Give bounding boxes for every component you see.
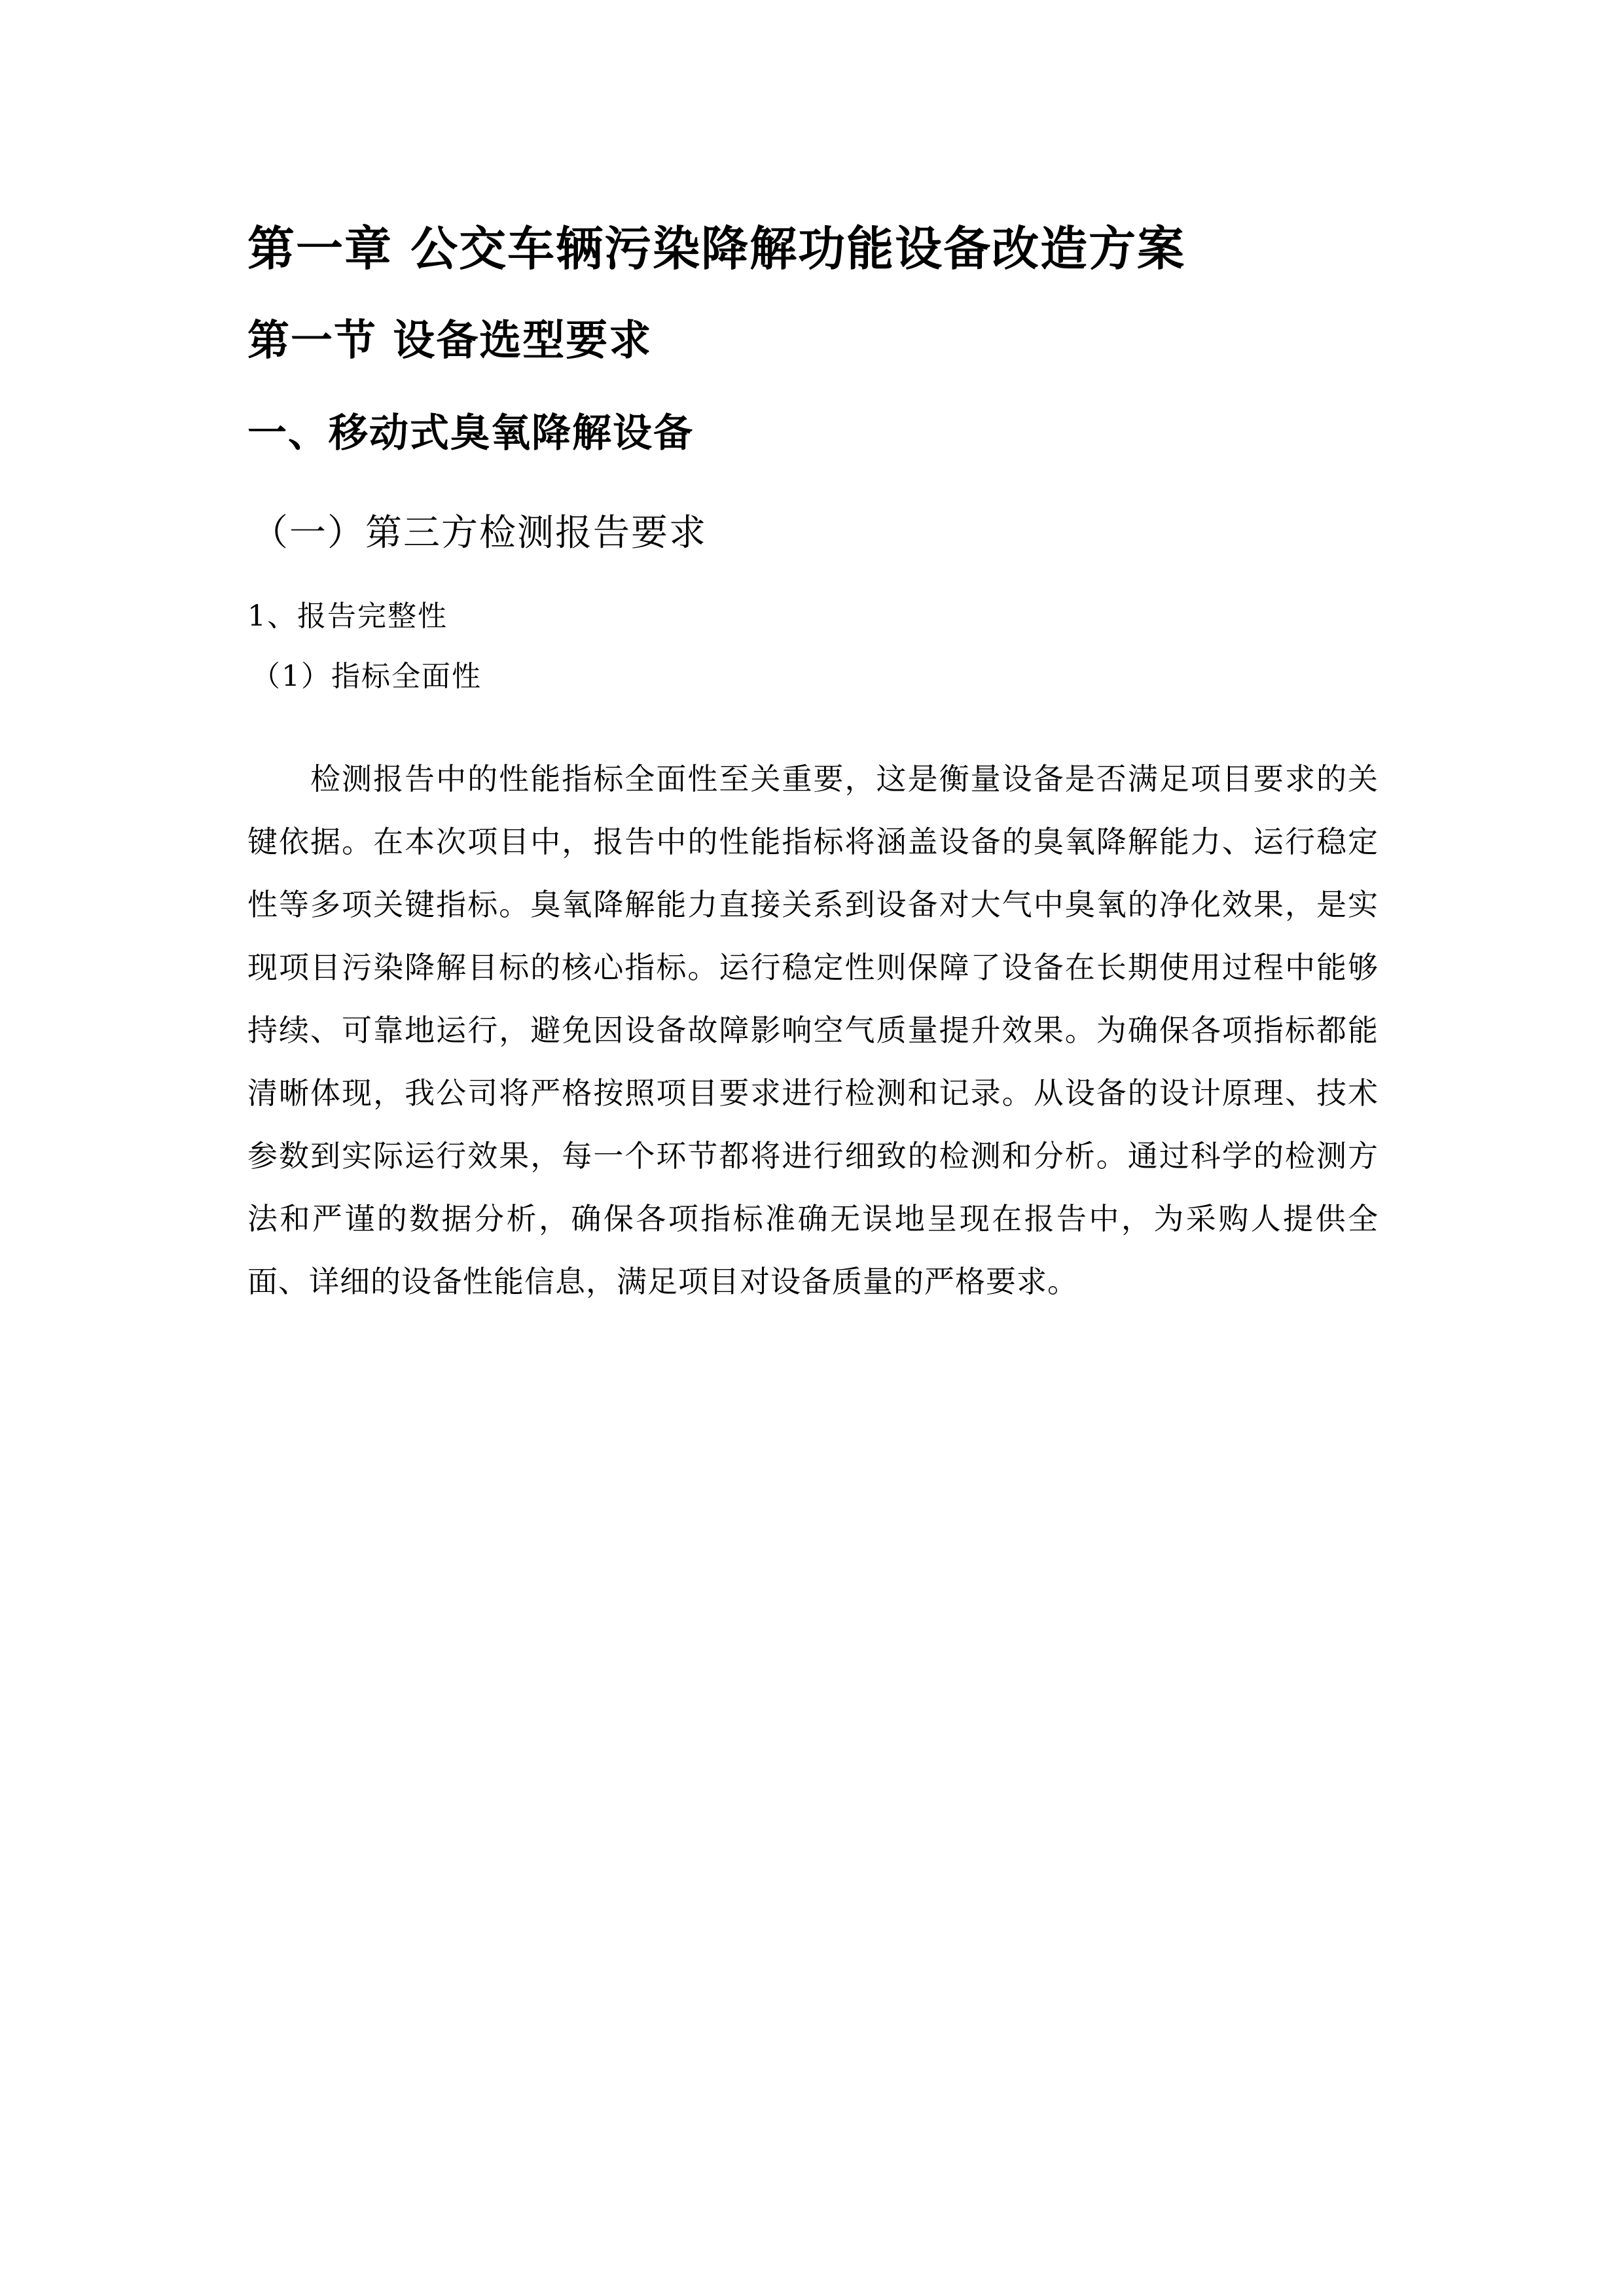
subsection-title: 一、移动式臭氧降解设备 <box>247 410 694 456</box>
section-title: 第一节 设备选型要求 <box>247 317 653 365</box>
chapter-title: 第一章 公交车辆污染降解功能设备改造方案 <box>247 221 1186 276</box>
body-paragraph: 检测报告中的性能指标全面性至关重要，这是衡量设备是否满足项目要求的关键依据。在本次项目中，报告中的性能指标将涵盖设备的臭氧降解能力、运行稳定性等多项关键指标。臭氧降解能力直接关系到设备对大气中臭氧的净化效果，是实现项目污染降解目标的核心指标。运行稳定性则保障了设备在长期使用过程中能够持续、可靠地运行，避免因设备故障影响空气质量提升效果。为确保各项指标都能清晰体现，我公司将严格按照项目要求进行检测和记录。从设备的设计原理、技术参数到实际运行效果，每一个环节都将进行细致的检测和分析。通过科学的检测方法和严谨的数据分析，确保各项指标准确无误地呈现在报告中，为采购人提供全面、详细的设备性能信息，满足项目对设备质量的严格要求。 <box>247 761 1379 1299</box>
item-title: 1、报告完整性 <box>247 600 448 633</box>
subsubsection-title: （一）第三方检测报告要求 <box>251 512 707 554</box>
subitem-title: （1）指标全面性 <box>251 660 482 693</box>
